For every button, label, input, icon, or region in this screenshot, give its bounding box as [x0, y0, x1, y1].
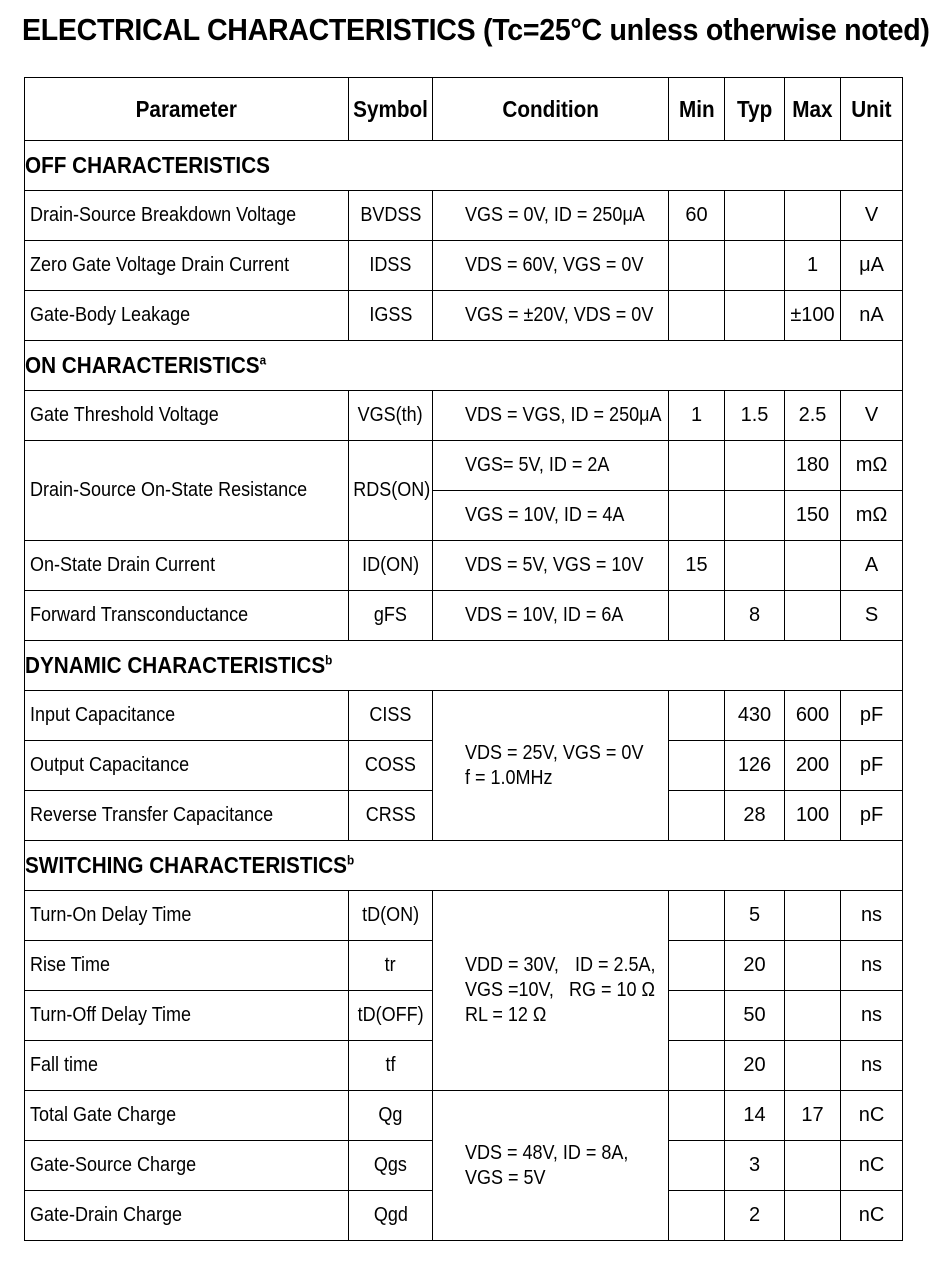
param-cell: Output Capacitance	[25, 741, 349, 791]
param-cell: Drain-Source On-State Resistance	[25, 441, 349, 541]
unit-cell: S	[841, 591, 903, 641]
condition-cell: VGS= 5V, ID = 2A	[433, 441, 669, 491]
max-cell: 200	[785, 741, 841, 791]
min-cell	[669, 741, 725, 791]
header-unit: Unit	[841, 78, 903, 141]
symbol-cell: RDS(ON)	[349, 441, 433, 541]
unit-cell: V	[841, 391, 903, 441]
symbol-cell: CISS	[349, 691, 433, 741]
param-cell: Turn-On Delay Time	[25, 891, 349, 941]
min-cell	[669, 991, 725, 1041]
condition-cell: VDS = 25V, VGS = 0V f = 1.0MHz	[433, 691, 669, 841]
unit-cell: pF	[841, 691, 903, 741]
min-cell	[669, 691, 725, 741]
symbol-cell: gFS	[349, 591, 433, 641]
section-title: OFF CHARACTERISTICS	[25, 141, 903, 191]
unit-cell: ns	[841, 1041, 903, 1091]
section-switching	[25, 841, 903, 891]
unit-cell: μA	[841, 241, 903, 291]
section-title: ON CHARACTERISTICS$^a$	[25, 341, 903, 391]
symbol-cell: tf	[349, 1041, 433, 1091]
min-cell	[669, 891, 725, 941]
unit-cell: mΩ	[841, 491, 903, 541]
section-title: SWITCHING CHARACTERISTICS$^b$	[25, 841, 903, 891]
min-cell: 15	[669, 541, 725, 591]
max-cell	[785, 991, 841, 1041]
symbol-cell: Qg	[349, 1091, 433, 1141]
max-cell: 17	[785, 1091, 841, 1141]
condition-cell: VGS = 10V, ID = 4A	[433, 491, 669, 541]
max-cell: 1	[785, 241, 841, 291]
header-parameter: Parameter	[25, 78, 349, 141]
unit-cell: nC	[841, 1091, 903, 1141]
unit-cell: pF	[841, 741, 903, 791]
max-cell	[785, 191, 841, 241]
min-cell	[669, 241, 725, 291]
max-cell	[785, 941, 841, 991]
min-cell	[669, 791, 725, 841]
param-cell: Fall time	[25, 1041, 349, 1091]
typ-cell: 28	[725, 791, 785, 841]
typ-cell	[725, 541, 785, 591]
max-cell	[785, 891, 841, 941]
symbol-cell: IDSS	[349, 241, 433, 291]
section-dynamic	[25, 641, 903, 691]
header-typ: Typ	[725, 78, 785, 141]
max-cell	[785, 591, 841, 641]
symbol-cell: tD(ON)	[349, 891, 433, 941]
electrical-characteristics-table	[24, 77, 903, 1241]
unit-cell: ns	[841, 891, 903, 941]
table-row	[25, 891, 903, 941]
symbol-cell: COSS	[349, 741, 433, 791]
symbol-cell: BVDSS	[349, 191, 433, 241]
param-cell: Gate-Drain Charge	[25, 1191, 349, 1241]
footnote-marker: b	[325, 652, 333, 668]
min-cell: 60	[669, 191, 725, 241]
symbol-cell: Qgs	[349, 1141, 433, 1191]
condition-cell: VDS = 5V, VGS = 10V	[433, 541, 669, 591]
param-cell: Gate Threshold Voltage	[25, 391, 349, 441]
typ-cell: 5	[725, 891, 785, 941]
section-on	[25, 341, 903, 391]
typ-cell: 14	[725, 1091, 785, 1141]
header-min: Min	[669, 78, 725, 141]
condition-cell: VDS = 60V, VGS = 0V	[433, 241, 669, 291]
table-row	[25, 591, 903, 641]
condition-cell: VGS = ±20V, VDS = 0V	[433, 291, 669, 341]
typ-cell: 2	[725, 1191, 785, 1241]
max-cell: 2.5	[785, 391, 841, 441]
unit-cell: pF	[841, 791, 903, 841]
table-row	[25, 241, 903, 291]
unit-cell: ns	[841, 991, 903, 1041]
min-cell	[669, 1141, 725, 1191]
min-cell	[669, 491, 725, 541]
param-cell: Forward Transconductance	[25, 591, 349, 641]
max-cell	[785, 1191, 841, 1241]
unit-cell: nC	[841, 1191, 903, 1241]
symbol-cell: ID(ON)	[349, 541, 433, 591]
min-cell: 1	[669, 391, 725, 441]
header-max: Max	[785, 78, 841, 141]
max-cell: 180	[785, 441, 841, 491]
symbol-cell: tr	[349, 941, 433, 991]
param-cell: Gate-Source Charge	[25, 1141, 349, 1191]
symbol-cell: tD(OFF)	[349, 991, 433, 1041]
max-cell: 100	[785, 791, 841, 841]
table-row	[25, 1091, 903, 1141]
min-cell	[669, 1191, 725, 1241]
typ-cell: 1.5	[725, 391, 785, 441]
min-cell	[669, 1041, 725, 1091]
symbol-cell: CRSS	[349, 791, 433, 841]
typ-cell	[725, 441, 785, 491]
min-cell	[669, 291, 725, 341]
typ-cell: 430	[725, 691, 785, 741]
param-cell: Turn-Off Delay Time	[25, 991, 349, 1041]
min-cell	[669, 441, 725, 491]
unit-cell: mΩ	[841, 441, 903, 491]
table-row	[25, 441, 903, 491]
param-cell: Zero Gate Voltage Drain Current	[25, 241, 349, 291]
max-cell	[785, 541, 841, 591]
param-cell: Reverse Transfer Capacitance	[25, 791, 349, 841]
min-cell	[669, 591, 725, 641]
param-cell: Gate-Body Leakage	[25, 291, 349, 341]
unit-cell: A	[841, 541, 903, 591]
table-row	[25, 541, 903, 591]
typ-cell: 3	[725, 1141, 785, 1191]
typ-cell: 20	[725, 1041, 785, 1091]
symbol-cell: Qgd	[349, 1191, 433, 1241]
typ-cell	[725, 291, 785, 341]
param-cell: Drain-Source Breakdown Voltage	[25, 191, 349, 241]
symbol-cell: VGS(th)	[349, 391, 433, 441]
max-cell: 600	[785, 691, 841, 741]
param-cell: Rise Time	[25, 941, 349, 991]
table-row	[25, 691, 903, 741]
unit-cell: ns	[841, 941, 903, 991]
header-row	[25, 78, 903, 141]
min-cell	[669, 941, 725, 991]
footnote-marker: a	[259, 352, 267, 368]
typ-cell: 8	[725, 591, 785, 641]
condition-cell: VDS = 10V, ID = 6A	[433, 591, 669, 641]
unit-cell: V	[841, 191, 903, 241]
condition-cell: VDS = 48V, ID = 8A, VGS = 5V	[433, 1091, 669, 1241]
table-row	[25, 291, 903, 341]
min-cell	[669, 1091, 725, 1141]
condition-cell: VDD = 30V, ID = 2.5A, VGS =10V, RG = 10 Ω RL = 12 Ω	[433, 891, 669, 1091]
typ-cell	[725, 241, 785, 291]
table-row	[25, 191, 903, 241]
header-condition: Condition	[433, 78, 669, 141]
typ-cell	[725, 491, 785, 541]
max-cell: 150	[785, 491, 841, 541]
typ-cell: 126	[725, 741, 785, 791]
section-title: DYNAMIC CHARACTERISTICS$^b$	[25, 641, 903, 691]
typ-cell	[725, 191, 785, 241]
footnote-marker: b	[347, 852, 355, 868]
condition-cell: VGS = 0V, ID = 250μA	[433, 191, 669, 241]
unit-cell: nA	[841, 291, 903, 341]
symbol-cell: IGSS	[349, 291, 433, 341]
param-cell: Total Gate Charge	[25, 1091, 349, 1141]
condition-cell: VDS = VGS, ID = 250μA	[433, 391, 669, 441]
max-cell	[785, 1141, 841, 1191]
typ-cell: 20	[725, 941, 785, 991]
max-cell: ±100	[785, 291, 841, 341]
max-cell	[785, 1041, 841, 1091]
typ-cell: 50	[725, 991, 785, 1041]
page-title: ELECTRICAL CHARACTERISTICS (Tc=25°C unless otherwise noted)	[22, 12, 930, 47]
table-row	[25, 391, 903, 441]
header-symbol: Symbol	[349, 78, 433, 141]
unit-cell: nC	[841, 1141, 903, 1191]
section-off	[25, 141, 903, 191]
param-cell: On-State Drain Current	[25, 541, 349, 591]
param-cell: Input Capacitance	[25, 691, 349, 741]
